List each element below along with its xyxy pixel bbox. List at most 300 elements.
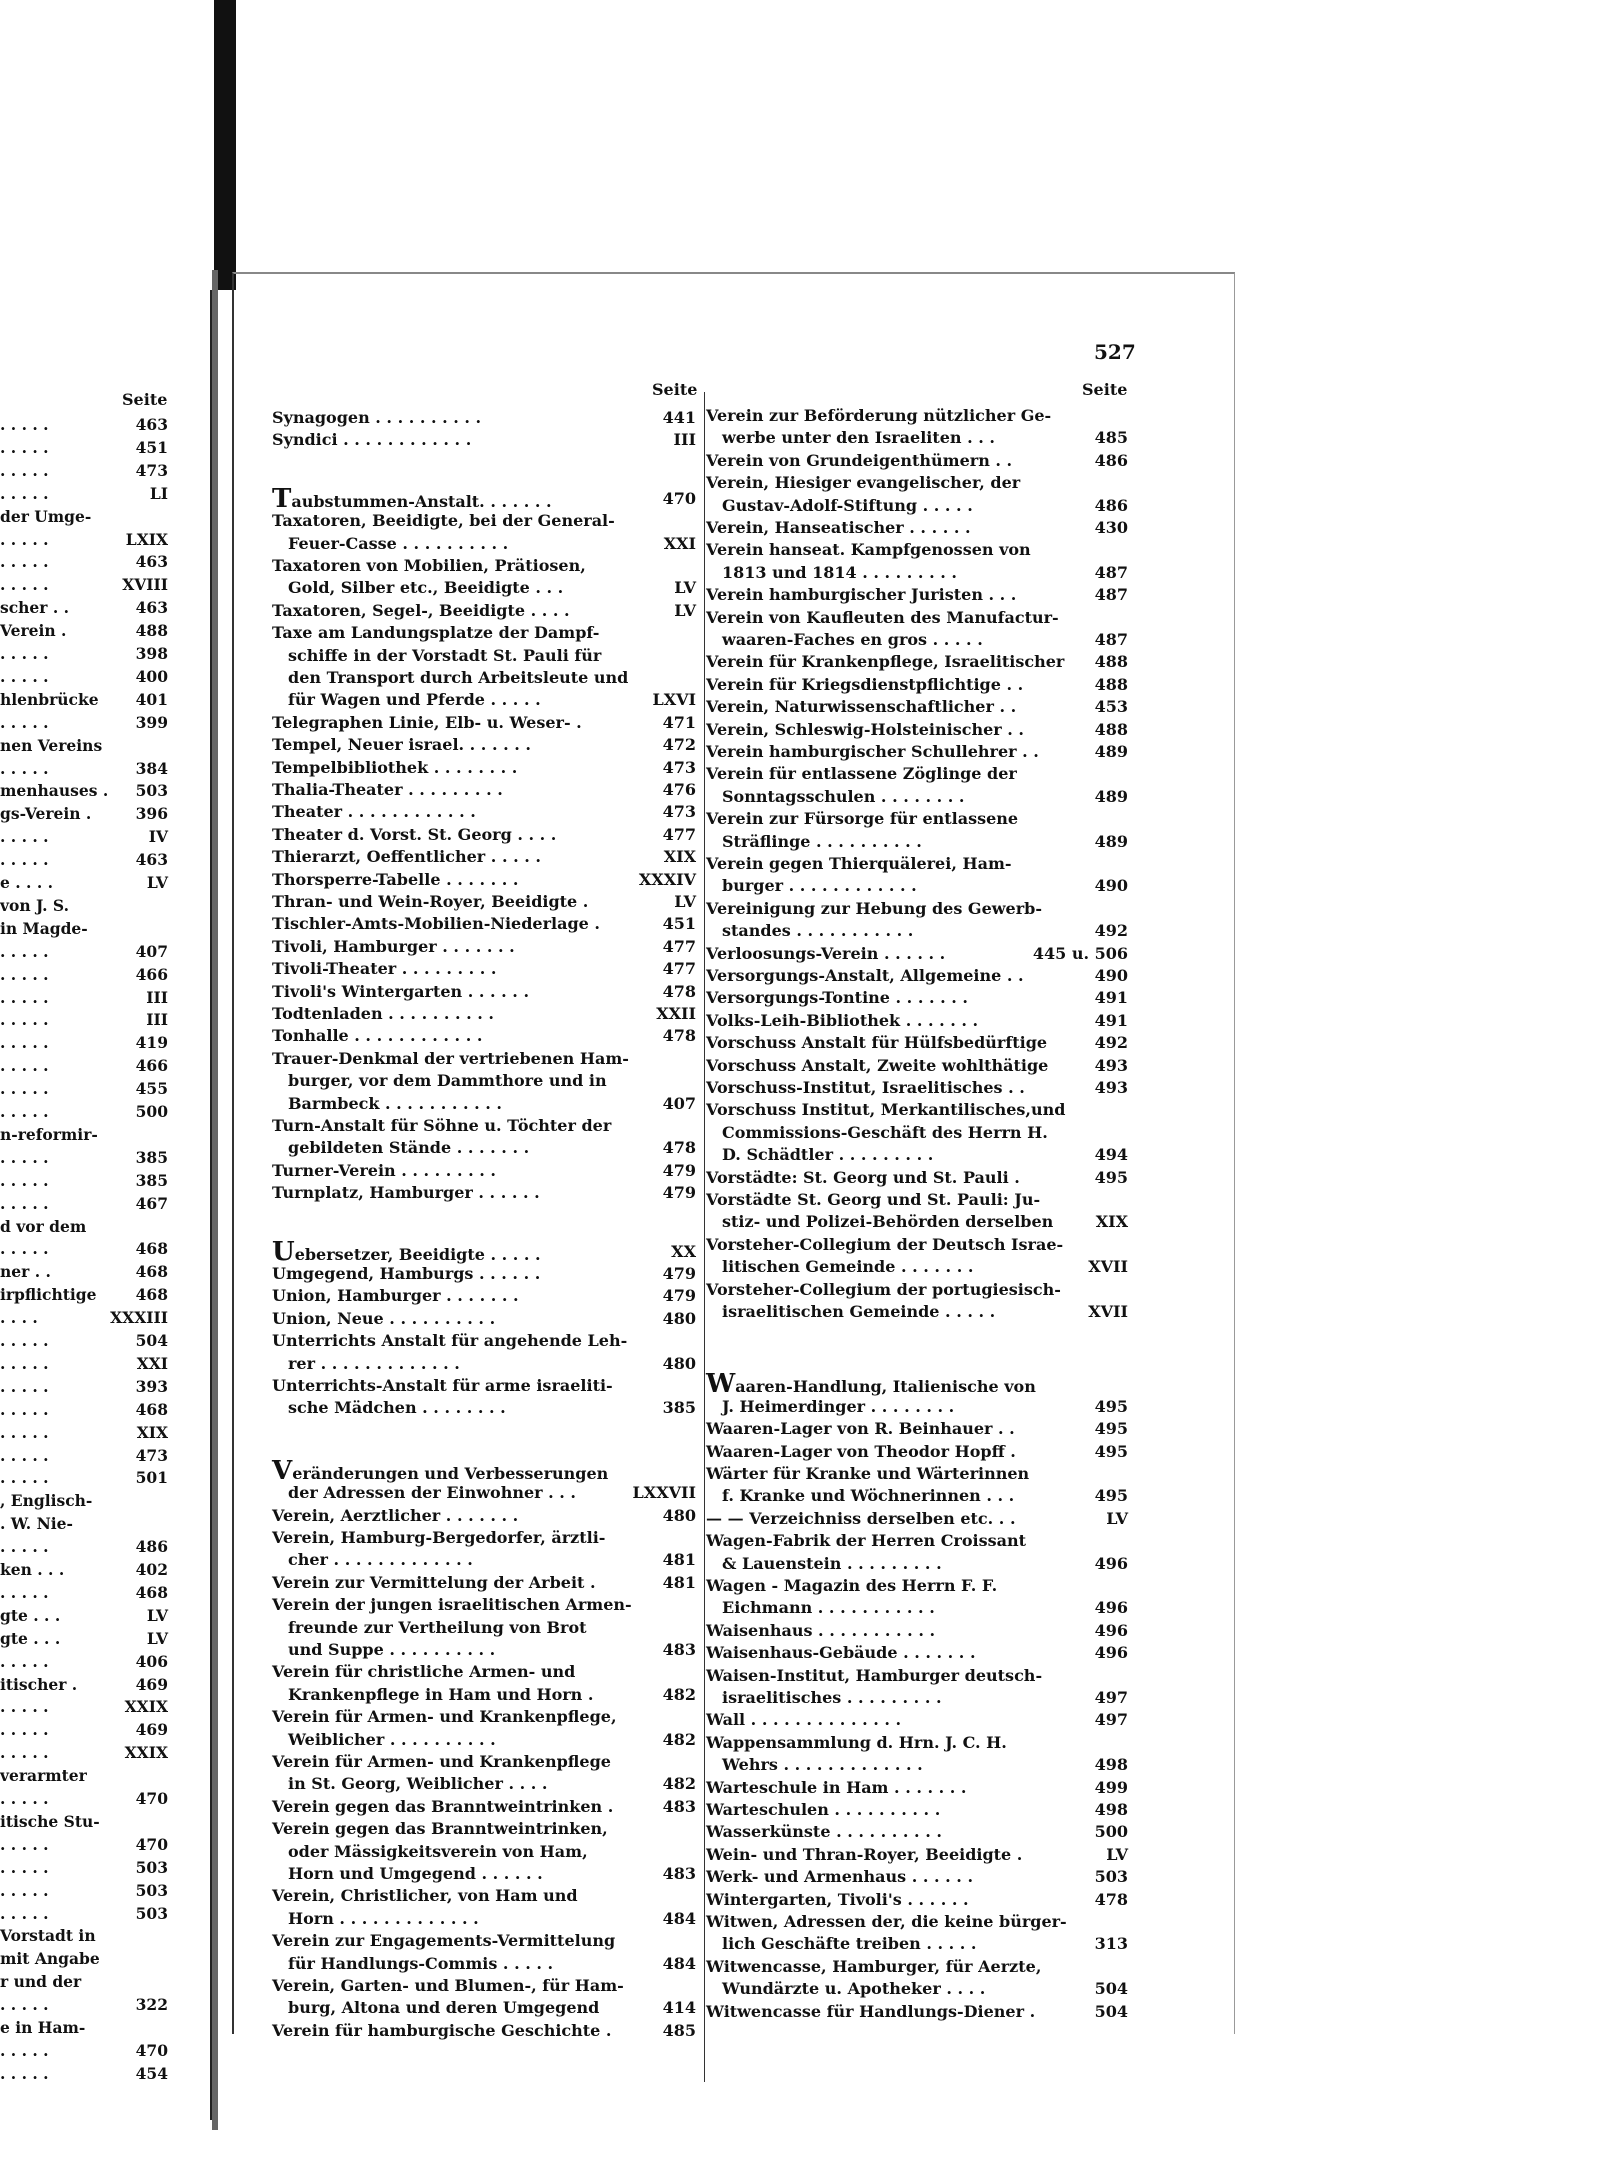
index-entry-page: 486 xyxy=(1094,495,1128,515)
index-entry-line: Verein hamburgischer Juristen . . . xyxy=(706,585,1017,605)
left-page-row-page: XXXIII xyxy=(110,1308,168,1328)
index-entry xyxy=(272,555,696,600)
index-entry-page: 485 xyxy=(662,2020,696,2040)
index-entry-line: Verein für christliche Armen- und xyxy=(272,1662,576,1682)
index-entry xyxy=(706,472,1128,517)
left-page-row-text: . . . . . xyxy=(0,1789,49,1808)
index-entry-line: Verein hanseat. Kampfgenossen von xyxy=(706,540,1031,560)
left-page-row-page: 451 xyxy=(135,437,168,457)
index-entry xyxy=(272,936,696,958)
index-entry-line: & Lauenstein . . . . . . . . . xyxy=(722,1553,942,1573)
index-entry xyxy=(272,1263,696,1285)
index-entry-line: Taxatoren, Segel-, Beeidigte . . . . xyxy=(272,600,570,620)
left-page-row-page: XVIII xyxy=(122,575,168,595)
index-entry xyxy=(706,1441,1128,1463)
binding-strip xyxy=(214,0,236,290)
index-entry xyxy=(272,1115,696,1160)
index-entry-line: Wintergarten, Tivoli's . . . . . . xyxy=(706,1889,969,1909)
left-page-row-text: mit Angabe xyxy=(0,1949,100,1969)
left-page-row-text: e in Ham- xyxy=(0,2018,86,2037)
index-entry xyxy=(272,846,696,868)
index-entry-line: Verein zur Engagements-Vermittelung xyxy=(272,1931,616,1951)
left-page-row-text: . . . . . xyxy=(0,1193,49,1213)
left-page-row-text: . . . . . xyxy=(0,987,49,1007)
index-entry-line: Sonntagsschulen . . . . . . . . xyxy=(722,786,965,806)
index-entry-page: XX xyxy=(671,1241,696,1261)
index-entry-page: 430 xyxy=(1094,518,1128,537)
left-page-row xyxy=(0,1858,172,1878)
left-page-row xyxy=(0,1056,172,1076)
left-page-row xyxy=(0,1606,172,1626)
left-page-row-text: scher . . xyxy=(0,598,70,618)
left-page-row-text: . . . . . xyxy=(0,1582,49,1602)
left-page-row-text: . W. Nie- xyxy=(0,1514,73,1534)
left-page-row-page: 419 xyxy=(135,1033,168,1053)
index-entry xyxy=(272,1796,696,1818)
index-entry xyxy=(706,898,1128,943)
left-page-row-page: 396 xyxy=(135,804,168,824)
index-entry-page: 480 xyxy=(662,1505,696,1525)
left-page-row xyxy=(0,713,172,733)
left-page-row-text: . . . . . xyxy=(0,1056,49,1076)
left-page-row xyxy=(0,965,172,985)
left-page-row-page: LV xyxy=(146,1605,168,1625)
index-entry xyxy=(272,429,696,451)
left-page-row-page: IV xyxy=(148,827,168,847)
left-page-row xyxy=(0,415,172,435)
index-entry-page: LV xyxy=(674,600,696,620)
index-entry-line: schiffe in der Vorstadt St. Pauli für xyxy=(288,645,602,665)
left-page-row-text: . . . . . xyxy=(0,2063,49,2083)
index-entry-line: Eichmann . . . . . . . . . . . xyxy=(722,1598,935,1618)
index-entry-page: 445 u. 506 xyxy=(1032,943,1128,963)
index-entry-line: Tivoli-Theater . . . . . . . . . xyxy=(272,959,497,979)
index-entry xyxy=(706,1799,1128,1821)
left-page-row-page: 385 xyxy=(135,1147,168,1167)
left-page-row xyxy=(0,1537,172,1557)
left-page-row xyxy=(0,1583,172,1603)
index-entry-line: f. Kranke und Wöchnerinnen . . . xyxy=(722,1486,1015,1506)
left-page-row xyxy=(0,873,172,893)
index-entry xyxy=(706,1077,1128,1099)
left-page-row xyxy=(0,1217,172,1237)
left-page-row xyxy=(0,598,172,618)
left-page-row-text: . . . . . xyxy=(0,1422,49,1442)
index-entry xyxy=(272,734,696,756)
index-entry-line: Verein, Aerztlicher . . . . . . . xyxy=(272,1505,519,1525)
index-entry-line: Sträflinge . . . . . . . . . . xyxy=(722,831,922,851)
index-entry-line: Vorstädte: St. Georg und St. Pauli . xyxy=(706,1167,1020,1187)
index-entry-page: 453 xyxy=(1094,697,1128,717)
index-entry-page: LXVI xyxy=(652,690,696,710)
index-entry-line: Verein für hamburgische Geschichte . xyxy=(272,2020,612,2040)
index-entry xyxy=(706,808,1128,853)
left-page-row-page: 468 xyxy=(135,1239,168,1259)
index-entry-page: 491 xyxy=(1094,1010,1128,1030)
index-entry xyxy=(272,1527,696,1572)
index-entry-line: Unterrichts Anstalt für angehende Leh- xyxy=(272,1331,628,1351)
left-page-row-page: 469 xyxy=(135,1720,168,1740)
index-entry xyxy=(706,1530,1128,1575)
left-page-row xyxy=(0,1766,172,1786)
left-page-row-text: . . . . . xyxy=(0,1147,49,1167)
index-entry-page: 407 xyxy=(662,1093,696,1113)
index-entry-page: 482 xyxy=(662,1774,696,1794)
index-entry xyxy=(272,1236,696,1267)
index-entry-page: 484 xyxy=(662,1953,696,1973)
index-entry-page: 492 xyxy=(1094,1033,1128,1053)
left-page-row xyxy=(0,1308,172,1328)
index-entry-line: Wehrs . . . . . . . . . . . . . xyxy=(722,1755,923,1775)
left-page-row-text: . . . . . xyxy=(0,437,49,457)
left-column-header: Seite xyxy=(652,380,698,399)
left-page-row-page: LV xyxy=(146,873,168,892)
index-entry xyxy=(706,1010,1128,1032)
left-page-row-text: . . . . . xyxy=(0,1010,49,1030)
left-page-row xyxy=(0,1354,172,1374)
index-entry-line: in St. Georg, Weiblicher . . . . xyxy=(288,1774,548,1794)
left-page-row-page: 467 xyxy=(135,1193,168,1213)
index-entry-page: 500 xyxy=(1094,1822,1128,1842)
left-page-row-text: gs-Verein . xyxy=(0,804,92,824)
section-initial-letter: T xyxy=(272,483,292,514)
index-entry xyxy=(706,651,1128,673)
left-page-row-text: . . . . . xyxy=(0,827,49,847)
index-entry xyxy=(706,1620,1128,1642)
left-page-row-page: 393 xyxy=(135,1376,168,1396)
index-entry-page: XXXIV xyxy=(638,869,696,889)
index-entry-page: 481 xyxy=(662,1572,696,1592)
index-entry-line: Verein für entlassene Zöglinge der xyxy=(706,764,1017,784)
left-page-row xyxy=(0,1812,172,1832)
left-page-row-text: . . . . . xyxy=(0,1239,49,1259)
index-entry-page: 489 xyxy=(1094,742,1128,761)
index-entry-line: Vorschuss Anstalt, Zweite wohlthätige xyxy=(706,1055,1049,1075)
left-page-column-header: Seite xyxy=(122,390,168,409)
index-entry-page: 503 xyxy=(1094,1867,1128,1887)
index-entry-line: Synagogen . . . . . . . . . . xyxy=(272,408,482,427)
left-page-row xyxy=(0,1239,172,1259)
index-entry-page: 441 xyxy=(662,408,696,427)
left-page-row-page: 469 xyxy=(135,1674,168,1694)
left-page-row xyxy=(0,644,172,664)
left-page-row-text: . . . . . xyxy=(0,758,49,778)
index-entry-page: XVII xyxy=(1088,1257,1128,1277)
index-entry xyxy=(272,1455,696,1505)
index-entry-line: Vorsteher-Collegium der Deutsch Israe- xyxy=(706,1234,1064,1254)
left-page-row-page: 398 xyxy=(135,644,168,663)
left-page-row-page: 470 xyxy=(135,1789,168,1808)
left-page-row xyxy=(0,1423,172,1443)
index-entry-line: Witwencasse, Hamburger, für Aerzte, xyxy=(706,1956,1042,1976)
index-entry-line: Wall . . . . . . . . . . . . . . xyxy=(706,1710,902,1730)
left-page-row-page: XXIX xyxy=(124,1697,168,1717)
index-entry xyxy=(272,1930,696,1975)
index-entry-line: Taxatoren von Mobilien, Prätiosen, xyxy=(272,556,586,575)
index-entry-page: 471 xyxy=(662,712,696,732)
index-entry xyxy=(706,2001,1128,2023)
index-entry xyxy=(272,407,696,429)
index-entry-page: 478 xyxy=(662,981,696,1001)
index-entry-line: Todtenladen . . . . . . . . . . xyxy=(272,1004,494,1023)
left-page-row-text: hlenbrücke xyxy=(0,689,99,709)
index-entry-line: Witwencasse für Handlungs-Diener . xyxy=(706,2001,1036,2021)
left-page-row-page: LI xyxy=(149,483,168,503)
index-entry-page: XXI xyxy=(663,533,696,553)
left-page-row xyxy=(0,1652,172,1672)
index-entry xyxy=(272,1975,696,2020)
index-entry-line: Taxe am Landungsplatze der Dampf- xyxy=(272,623,600,643)
left-page-row xyxy=(0,1446,172,1466)
right-column-header: Seite xyxy=(1082,380,1128,399)
left-page-row xyxy=(0,1514,172,1534)
left-page-row-text: r und der xyxy=(0,1972,82,1992)
index-entry xyxy=(706,1032,1128,1054)
left-page-row-text: . . . . . xyxy=(0,1697,49,1717)
index-entry xyxy=(706,584,1128,606)
index-entry-page: 499 xyxy=(1094,1777,1128,1797)
left-page-row xyxy=(0,484,172,504)
index-entry-line: Theater . . . . . . . . . . . . xyxy=(272,802,476,822)
left-page-row-text: . . . . . xyxy=(0,1033,49,1053)
index-entry-page: 476 xyxy=(662,780,696,799)
index-entry-page: 313 xyxy=(1094,1934,1128,1954)
index-entry-line: für Wagen und Pferde . . . . . xyxy=(288,690,541,710)
section-initial-letter: V xyxy=(272,1455,293,1486)
index-entry-line: Volks-Leih-Bibliothek . . . . . . . xyxy=(706,1010,979,1030)
left-page-row-text: . . . . . xyxy=(0,552,49,572)
index-entry xyxy=(706,405,1128,450)
index-entry xyxy=(706,450,1128,472)
index-entry xyxy=(272,1285,696,1307)
left-page-row-text: n-reformir- xyxy=(0,1124,98,1144)
left-page-row-text: . . . . . xyxy=(0,1376,49,1396)
index-entry-page: 495 xyxy=(1094,1419,1128,1439)
left-page-row xyxy=(0,507,172,527)
index-entry-page: 451 xyxy=(662,914,696,934)
left-page-row xyxy=(0,2064,172,2084)
index-entry xyxy=(272,779,696,801)
index-entry xyxy=(706,719,1128,741)
left-page-row xyxy=(0,2041,172,2061)
left-page-row-page: 455 xyxy=(135,1079,168,1099)
index-entry-line: Tempelbibliothek . . . . . . . . xyxy=(272,757,518,777)
index-entry-page: 495 xyxy=(1094,1441,1128,1461)
left-page-row xyxy=(0,1148,172,1168)
index-entry-line: Verein für Krankenpflege, Israelitischer xyxy=(706,652,1065,672)
left-page-row-page: 473 xyxy=(135,460,168,480)
index-entry-line: standes . . . . . . . . . . . xyxy=(722,921,914,941)
left-page-row-page: 400 xyxy=(135,666,168,686)
index-entry-line: stiz- und Polizei-Behörden derselben xyxy=(722,1212,1054,1232)
left-page-row-text: von J. S. xyxy=(0,895,69,915)
index-entry-line: Verein von Grundeigenthümern . . xyxy=(706,450,1013,470)
index-entry-line: rer . . . . . . . . . . . . . xyxy=(288,1353,460,1373)
left-page-row-text: . . . . . xyxy=(0,1399,49,1419)
index-entry-page: 488 xyxy=(1094,674,1128,694)
index-entry-line: 1813 und 1814 . . . . . . . . . xyxy=(722,562,957,582)
index-entry xyxy=(272,1003,696,1025)
index-entry-page: LXXVII xyxy=(632,1483,696,1503)
left-page-row-text: . . . . . xyxy=(0,1720,49,1740)
index-entry xyxy=(706,853,1128,898)
index-entry-line: Versorgungs-Anstalt, Allgemeine . . xyxy=(706,966,1024,985)
left-page-row-text: . . . . . xyxy=(0,1743,49,1763)
index-entry-line: Gustav-Adolf-Stiftung . . . . . xyxy=(722,495,973,515)
index-entry-line: Unterrichts-Anstalt für arme israeliti- xyxy=(272,1376,613,1395)
left-page-row-page: 500 xyxy=(135,1102,168,1121)
index-entry xyxy=(706,1642,1128,1664)
left-page-row-page: 503 xyxy=(135,781,168,801)
index-entry xyxy=(272,913,696,935)
index-entry-page: 473 xyxy=(662,757,696,777)
left-page-row-page: 503 xyxy=(135,1903,168,1923)
left-page-row-page: 501 xyxy=(135,1468,168,1488)
index-entry-page: 494 xyxy=(1094,1145,1128,1165)
left-page-row-text: . . . . . xyxy=(0,1331,49,1350)
left-page-row-text: Verein . xyxy=(0,621,67,641)
index-entry xyxy=(706,1099,1128,1166)
index-entry xyxy=(272,600,696,622)
index-entry-page: LV xyxy=(674,892,696,911)
index-entry-line: Union, Hamburger . . . . . . . xyxy=(272,1286,519,1306)
left-page-row xyxy=(0,575,172,595)
left-page-row-page: 466 xyxy=(135,1056,168,1076)
index-entry-page: 483 xyxy=(662,1796,696,1816)
index-entry-page: 479 xyxy=(662,1160,696,1180)
index-entry xyxy=(272,801,696,823)
left-page-row-page: XIX xyxy=(136,1422,168,1442)
index-entry xyxy=(272,981,696,1003)
index-entry-line: Wagen-Fabrik der Herren Croissant xyxy=(706,1531,1027,1551)
left-page-row-text: itischer . xyxy=(0,1674,78,1694)
left-page-row xyxy=(0,1033,172,1053)
index-entry-line: Turn-Anstalt für Söhne u. Töchter der xyxy=(272,1116,612,1135)
left-page-row-page: 402 xyxy=(135,1560,168,1579)
index-entry-line: Turnplatz, Hamburger . . . . . . xyxy=(272,1183,540,1203)
index-entry-page: 504 xyxy=(1094,2001,1128,2021)
left-page-row xyxy=(0,1949,172,1969)
index-entry xyxy=(272,1308,696,1330)
left-page-row-page: 486 xyxy=(135,1537,168,1557)
index-entry-page: 498 xyxy=(1094,1755,1128,1775)
left-page-row-text: . . . . . xyxy=(0,1445,49,1465)
left-page-row-page: 504 xyxy=(135,1331,168,1350)
left-page-row xyxy=(0,1285,172,1305)
index-entry-line: Verein hamburgischer Schullehrer . . xyxy=(706,742,1039,761)
index-entry xyxy=(706,965,1128,987)
index-entry-line: freunde zur Vertheilung von Brot xyxy=(288,1617,587,1637)
index-entry-page: 491 xyxy=(1094,988,1128,1008)
left-page-row-text: . . . . . xyxy=(0,1537,49,1557)
left-page-row-text: . . . . . xyxy=(0,575,49,595)
left-page-row xyxy=(0,850,172,870)
left-page-row xyxy=(0,1675,172,1695)
left-page-row-text: . . . . . xyxy=(0,483,49,503)
left-page-row-page: III xyxy=(146,987,168,1007)
index-entry-line: burg, Altona und deren Umgegend xyxy=(288,1998,600,2018)
index-entry-line: Weiblicher . . . . . . . . . . xyxy=(288,1729,496,1749)
index-entry xyxy=(706,1508,1128,1530)
index-entry xyxy=(272,1885,696,1930)
left-page-row xyxy=(0,1491,172,1511)
index-entry-line: Krankenpflege in Ham und Horn . xyxy=(288,1684,594,1704)
index-entry-line: werbe unter den Israeliten . . . xyxy=(722,428,995,448)
index-entry-line: Wundärzte u. Apotheker . . . . xyxy=(722,1979,986,1999)
index-entry-line: sche Mädchen . . . . . . . . xyxy=(288,1398,506,1418)
index-entry xyxy=(272,869,696,891)
index-entry-page: 495 xyxy=(1094,1396,1128,1416)
index-entry-page: 478 xyxy=(662,1026,696,1046)
left-page-row xyxy=(0,1079,172,1099)
index-entry-page: 488 xyxy=(1094,719,1128,739)
left-page-row xyxy=(0,942,172,962)
left-page-row xyxy=(0,690,172,710)
left-page-row-page: 488 xyxy=(135,621,168,641)
left-page-row xyxy=(0,1468,172,1488)
left-page-row-text: . . . . . xyxy=(0,1468,49,1488)
left-page-row-text: . . . . . xyxy=(0,1995,49,2015)
index-entry-page: 478 xyxy=(662,1138,696,1158)
left-page-row-page: 470 xyxy=(135,1834,168,1854)
index-entry-line: Wasserkünste . . . . . . . . . . xyxy=(706,1822,942,1842)
index-entry-line: und Suppe . . . . . . . . . . xyxy=(288,1639,496,1659)
left-page-row-text: . . . . . xyxy=(0,1353,49,1373)
index-entry-line: Taubstummen-Anstalt. . . . . . . xyxy=(272,483,552,514)
index-entry-page: 477 xyxy=(662,959,696,979)
index-entry-page: 414 xyxy=(662,1998,696,2018)
left-page-row-text: in Magde- xyxy=(0,918,88,938)
index-entry xyxy=(706,1463,1128,1508)
left-page-row-page: 503 xyxy=(135,1880,168,1900)
left-page-row xyxy=(0,1904,172,1924)
index-entry-line: Vorschuss-Institut, Israelitisches . . xyxy=(706,1078,1025,1097)
index-entry xyxy=(706,1189,1128,1234)
index-entry-page: 473 xyxy=(662,802,696,822)
left-page-row-text: . . . . . xyxy=(0,1170,49,1190)
left-page-row-text: irpflichtige xyxy=(0,1285,97,1305)
index-entry-page: 487 xyxy=(1094,629,1128,649)
index-entry-line: Tivoli's Wintergarten . . . . . . xyxy=(272,981,530,1001)
index-entry xyxy=(706,763,1128,808)
left-page-row-text: . . . . . xyxy=(0,460,49,480)
index-entry-line: Telegraphen Linie, Elb- u. Weser- . xyxy=(272,712,582,732)
index-entry xyxy=(272,891,696,913)
page-number: 527 xyxy=(1094,340,1136,364)
left-page-row-text: verarmter xyxy=(0,1766,87,1786)
left-page-row-text: ner . . xyxy=(0,1262,51,1282)
index-entry-line: Wagen - Magazin des Herrn F. F. xyxy=(706,1576,998,1595)
left-page-row xyxy=(0,1629,172,1649)
index-entry xyxy=(706,1575,1128,1620)
index-entry-line: Commissions-Geschäft des Herrn H. xyxy=(722,1122,1048,1142)
index-entry-line: Verein, Garten- und Blumen-, für Ham- xyxy=(272,1976,624,1995)
index-entry-page: 470 xyxy=(662,488,696,508)
index-entry xyxy=(272,1751,696,1796)
index-entry-line: Vereinigung zur Hebung des Gewerb- xyxy=(706,898,1042,918)
left-page-row-page: 466 xyxy=(135,964,168,984)
index-entry-line: israelitisches . . . . . . . . . xyxy=(722,1687,942,1707)
index-entry-line: Waisenhaus . . . . . . . . . . . xyxy=(706,1620,936,1640)
index-entry-page: 487 xyxy=(1094,562,1128,582)
index-entry xyxy=(706,1665,1128,1710)
left-page-row-page: 463 xyxy=(135,598,168,618)
index-entry-page: 485 xyxy=(1094,428,1128,448)
index-entry-page: 482 xyxy=(662,1684,696,1704)
index-entry-page: LV xyxy=(1106,1508,1128,1528)
left-page-row xyxy=(0,919,172,939)
left-page-row xyxy=(0,1995,172,2015)
